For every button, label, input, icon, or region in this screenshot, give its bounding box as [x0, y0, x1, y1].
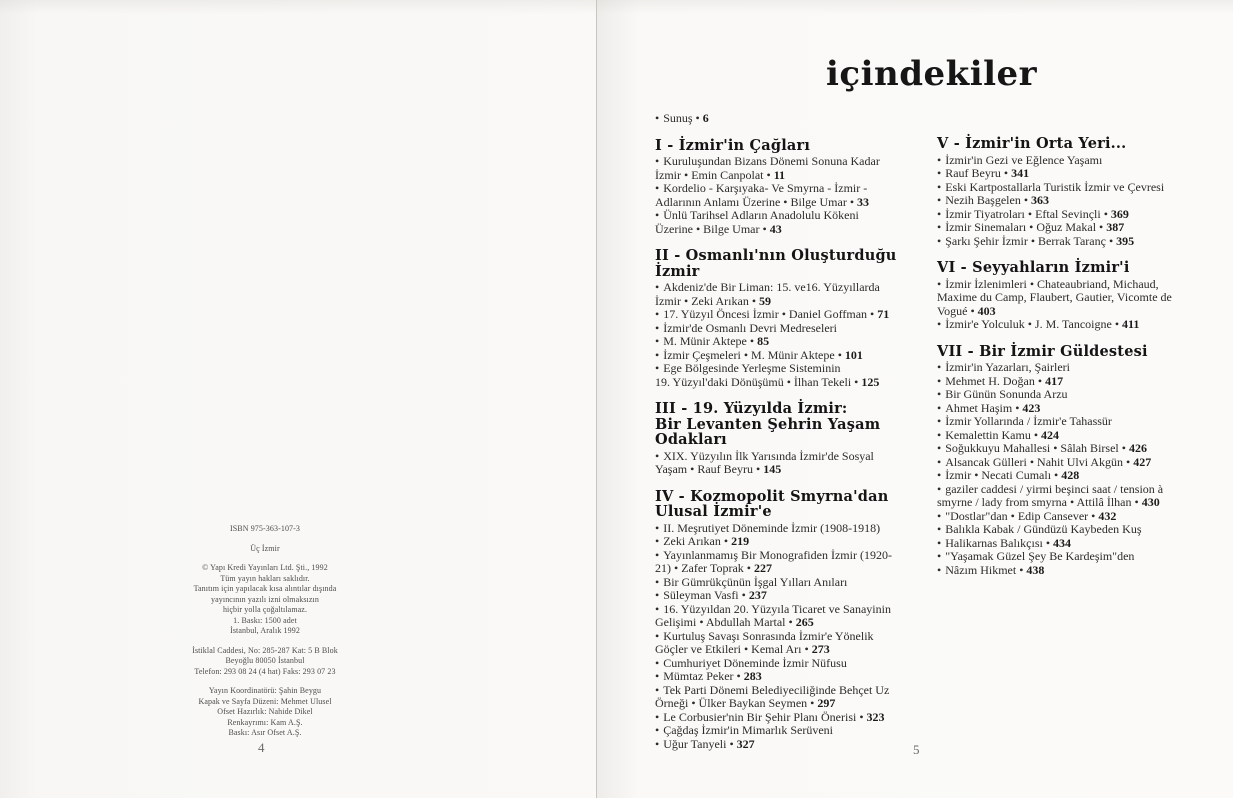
entry-text: Örneği • Ülker Baykan Seymen	[655, 696, 808, 710]
toc-entry-line	[655, 322, 940, 336]
bullet-icon: •	[937, 317, 942, 331]
entry-separator: •	[801, 642, 812, 656]
entry-page-number: 227	[753, 561, 772, 575]
entry-text: Bir Gümrükçünün İşgal Yılları Anıları	[663, 574, 848, 589]
entry-separator: •	[785, 615, 796, 629]
bullet-icon: •	[937, 233, 942, 248]
bullet-icon: •	[655, 736, 660, 751]
entry-page-number: 363	[1031, 193, 1050, 207]
colophon-line: yayıncının yazılı izni olmaksızın	[211, 594, 319, 604]
entry-separator: •	[726, 736, 737, 751]
entry-text: Nâzım Hikmet	[945, 562, 1017, 577]
toc-entry-line	[937, 208, 1233, 222]
toc-entry-line	[937, 442, 1233, 456]
entry-text: Akdeniz'de Bir Liman: 15. ve16. Yüzyıllarda	[663, 280, 880, 294]
entry-text: Şarkı Şehir İzmir • Berrak Taranç	[945, 233, 1106, 248]
entry-separator: •	[1034, 373, 1046, 388]
entry-text: İzmir'in Gezi ve Eğlence Yaşamı	[945, 152, 1103, 167]
toc-entry-line	[655, 362, 940, 376]
entry-page-number: 283	[743, 669, 762, 683]
bullet-icon: •	[937, 508, 942, 523]
entry-text: Yayınlanmamış Bir Monografiden İzmir (1920-	[663, 547, 892, 562]
entry-separator: •	[1123, 454, 1134, 469]
toc-entry-line	[655, 206, 942, 223]
toc-entry-line	[655, 295, 940, 309]
toc-section-heading: V - İzmir'in Orta Yeri...	[937, 135, 1127, 152]
colophon-line: hiçbir yolla çoğaltılamaz.	[222, 605, 308, 614]
entry-text: "Dostlar"dan • Edip Cansever	[945, 508, 1089, 523]
toc-entry-line	[655, 335, 940, 349]
bullet-icon: •	[655, 682, 660, 697]
toc-entry-line	[655, 535, 940, 549]
entry-page-number: 33	[857, 194, 870, 209]
toc-section-heading: VII - Bir İzmir Güldestesi	[937, 342, 1148, 360]
entry-text: Kuruluşundan Bizans Dönemi Sonuna Kadar	[663, 154, 880, 168]
bullet-icon: •	[655, 280, 660, 294]
entry-text: İzmir Yollarında / İzmir'e Tahassür	[945, 414, 1112, 428]
entry-page-number: 432	[1098, 508, 1117, 523]
toc-column-2	[937, 136, 1233, 589]
toc-entry-line	[937, 564, 1233, 578]
entry-text: 21) • Zafer Toprak	[655, 561, 744, 575]
toc-entry-line	[655, 724, 940, 738]
toc-entry-line	[655, 450, 940, 464]
toc-entry-line	[937, 496, 1233, 510]
entry-separator: •	[807, 696, 818, 710]
toc-entry-line	[655, 684, 940, 698]
toc-entry-line	[937, 402, 1233, 416]
bullet-icon: •	[937, 535, 942, 550]
entry-separator: •	[763, 167, 774, 182]
toc-entry-line	[937, 550, 1233, 564]
bullet-icon: •	[655, 208, 660, 222]
right-page-number: 5	[913, 742, 920, 757]
bullet-icon: •	[937, 400, 942, 415]
toc-entry-line	[655, 616, 940, 630]
bullet-icon: •	[655, 709, 660, 724]
bullet-icon: •	[937, 522, 942, 536]
toc-entry-line	[655, 603, 940, 617]
entry-page-number: 395	[1116, 233, 1135, 248]
entry-page-number: 219	[731, 534, 750, 548]
entry-page-number: 411	[1122, 317, 1140, 331]
entry-text: Gelişimi • Abdullah Martal	[655, 615, 786, 629]
entry-text: "Yaşamak Güzel Şey Be Kardeşim"den	[945, 549, 1135, 563]
entry-text: Göçler ve Etkileri • Kemal Arı	[655, 642, 802, 656]
entry-separator: •	[867, 307, 878, 321]
entry-separator: •	[846, 194, 858, 209]
entry-text: İzmir Sinemaları • Oğuz Makal	[945, 220, 1097, 234]
entry-separator: •	[1111, 317, 1123, 331]
entry-page-number: 237	[748, 588, 767, 602]
entry-page-number: 11	[773, 167, 786, 182]
entry-separator: •	[738, 588, 749, 602]
entry-page-number: 438	[1026, 562, 1045, 577]
colophon-group	[140, 544, 390, 555]
entry-separator: •	[1030, 427, 1042, 442]
entry-separator: •	[1100, 206, 1111, 221]
toc-entry-line	[937, 375, 1233, 389]
entry-text: II. Meşrutiyet Döneminde İzmir (1908-1918)	[663, 520, 881, 535]
toc-entry-line	[937, 221, 1233, 235]
bullet-icon: •	[937, 193, 942, 207]
entry-separator: •	[851, 374, 862, 389]
colophon-line: Tanıtım için yapılacak kısa alıntılar dışında	[193, 584, 337, 593]
bullet-icon: •	[937, 454, 942, 469]
colophon-group	[140, 646, 390, 678]
bullet-icon: •	[655, 628, 660, 643]
entry-text: Adlarının Anlamı Üzerine • Bilge Umar	[655, 194, 847, 209]
entry-page-number: 434	[1053, 535, 1072, 550]
entry-page-number: 71	[877, 307, 890, 321]
entry-page-number: 6	[702, 111, 709, 125]
colophon-line: İstiklal Caddesi, No: 285-287 Kat: 5 B Blok	[192, 645, 338, 655]
entry-separator: •	[1051, 468, 1062, 482]
bullet-icon: •	[937, 179, 942, 194]
bullet-icon: •	[937, 427, 942, 442]
entry-text: Zeki Arıkan	[663, 534, 721, 548]
entry-text: Alsancak Gülleri • Nahit Ulvi Akgün	[945, 454, 1124, 469]
entry-text: Balıkla Kabak / Gündüzü Kaybeden Kuş	[945, 522, 1142, 536]
toc-entry-line	[655, 112, 940, 126]
contents-title: içindekiler	[826, 54, 1038, 94]
entry-page-number: 417	[1045, 373, 1064, 388]
entry-page-number: 323	[866, 709, 885, 724]
colophon-line: Beyoğlu 80050 İstanbul	[225, 656, 305, 665]
bullet-icon: •	[655, 334, 660, 348]
entry-text: XIX. Yüzyılın İlk Yarısında İzmir'de Sosyal	[663, 448, 874, 463]
entry-text: İzmir • Necati Cumalı	[945, 468, 1052, 482]
toc-entry-line	[655, 670, 940, 684]
toc-entry-line	[655, 643, 940, 657]
colophon-group	[140, 524, 390, 535]
entry-separator: •	[1042, 535, 1054, 550]
colophon-line: Ofset Hazırlık: Nahide Dikel	[217, 707, 313, 716]
entry-separator: •	[1096, 220, 1107, 234]
toc-entry-line	[655, 179, 942, 196]
page-gutter-shadow	[597, 0, 639, 798]
toc-entry-line	[937, 537, 1233, 551]
entry-text: Bir Günün Sonunda Arzu	[945, 387, 1068, 401]
entry-text: Cumhuriyet Döneminde İzmir Nüfusu	[663, 655, 847, 670]
toc-section-heading: III - 19. Yüzyılda İzmir: Bir Levanten Şehrin Yaşam Odakları	[655, 400, 881, 448]
entry-page-number: 85	[757, 334, 770, 348]
entry-text: 17. Yüzyıl Öncesi İzmir • Daniel Goffman	[663, 307, 868, 321]
entry-text: Vogué	[937, 303, 968, 318]
entry-text: Nezih Başgelen	[945, 193, 1021, 207]
toc-entry-line	[655, 308, 940, 322]
toc-section	[937, 136, 1233, 248]
entry-text: Rauf Beyru	[945, 166, 1001, 180]
toc-section	[655, 489, 940, 752]
bullet-icon: •	[655, 655, 660, 670]
toc-entry-line	[655, 281, 940, 295]
toc-entry-line	[937, 429, 1233, 443]
toc-entry-line	[655, 152, 942, 169]
toc-section-heading: II - Osmanlı'nın Oluşturduğu İzmir	[655, 247, 897, 280]
toc-entry-line	[655, 463, 940, 477]
bullet-icon: •	[655, 154, 660, 168]
toc-section	[655, 248, 940, 389]
entry-separator: •	[1012, 400, 1023, 415]
bullet-icon: •	[655, 320, 660, 335]
toc-entry-line	[937, 361, 1233, 375]
entry-text: İzmir'de Osmanlı Devri Medreseleri	[663, 320, 837, 335]
entry-page-number: 101	[844, 347, 863, 362]
colophon-group	[140, 563, 390, 637]
entry-page-number: 125	[861, 374, 880, 389]
toc-entry-line	[655, 193, 942, 210]
toc-section	[655, 401, 940, 477]
entry-separator: •	[967, 303, 978, 318]
toc-entry-line	[655, 738, 940, 752]
entry-text: smyrne / lady from smyrna • Attilâ İlhan	[937, 495, 1132, 509]
bullet-icon: •	[937, 206, 942, 221]
bullet-icon: •	[937, 549, 942, 563]
entry-text: Le Corbusier'nin Bir Şehir Planı Önerisi	[663, 709, 857, 724]
entry-page-number: 387	[1106, 220, 1125, 234]
toc-column-1	[655, 112, 940, 763]
colophon-line: Yayın Koordinatörü: Şahin Beygu	[208, 686, 322, 695]
colophon-line: İstanbul, Aralık 1992	[230, 626, 300, 635]
bullet-icon: •	[655, 574, 660, 589]
toc-entry-line	[655, 657, 940, 671]
bullet-icon: •	[937, 360, 942, 374]
entry-page-number: 424	[1041, 427, 1060, 442]
toc-section-heading: VI - Seyyahların İzmir'i	[937, 259, 1130, 276]
bullet-icon: •	[937, 481, 942, 496]
entry-text: Mümtaz Peker	[663, 669, 734, 683]
colophon-line: © Yapı Kredi Yayınları Ltd. Şti., 1992	[202, 563, 328, 572]
entry-text: İzmir'in Yazarları, Şairleri	[945, 360, 1070, 374]
entry-text: İzmir • Emin Canpolat	[655, 167, 764, 182]
entry-text: Süleyman Vasfi	[663, 588, 739, 602]
entry-page-number: 341	[1011, 166, 1030, 180]
bullet-icon: •	[937, 166, 942, 180]
colophon-line: ISBN 975-363-107-3	[229, 524, 301, 533]
bullet-icon: •	[655, 669, 660, 683]
toc-entry-line	[655, 220, 942, 237]
bullet-icon: •	[655, 534, 660, 548]
entry-text: Maxime du Camp, Flaubert, Gautier, Vicomte de	[937, 290, 1172, 304]
entry-separator: •	[1016, 562, 1027, 577]
entry-text: 19. Yüzyıl'daki Dönüşümü • İlhan Tekeli	[655, 374, 852, 389]
colophon-line: Baskı: Asır Ofset A.Ş.	[228, 728, 302, 737]
entry-text: Sunuş	[663, 111, 693, 125]
bullet-icon: •	[937, 220, 942, 234]
entry-text: Ahmet Haşim	[945, 400, 1013, 415]
bullet-icon: •	[937, 152, 942, 167]
entry-text: İzmir Tiyatroları • Eftal Sevinçli	[945, 206, 1101, 221]
entry-text: Kordelio - Karşıyaka- Ve Smyrna - İzmir -	[663, 181, 868, 195]
entry-text: Üzerine • Bilge Umar	[655, 221, 760, 236]
left-page-number: 4	[258, 740, 265, 755]
colophon-line: Üç İzmir	[250, 543, 280, 553]
colophon-line: Telefon: 293 08 24 (4 hat) Faks: 293 07 23	[194, 666, 336, 676]
toc-section-heading: IV - Kozmopolit Smyrna'dan Ulusal İzmir'e	[655, 487, 889, 520]
entry-text: Çağdaş İzmir'in Mimarlık Serüveni	[663, 723, 833, 737]
entry-separator: •	[1105, 233, 1117, 248]
toc-entry-line	[937, 415, 1233, 429]
colophon-line: Renkayrımı: Kam A.Ş.	[227, 717, 303, 727]
entry-page-number: 426	[1128, 441, 1147, 455]
entry-text: Uğur Tanyeli	[663, 736, 727, 751]
entry-page-number: 43	[769, 221, 782, 236]
entry-separator: •	[834, 347, 845, 362]
toc-entry-line	[655, 576, 940, 590]
toc-entry-line	[937, 510, 1233, 524]
toc-entry-line	[937, 523, 1233, 537]
entry-separator: •	[748, 293, 760, 308]
colophon	[140, 524, 390, 748]
bullet-icon: •	[937, 373, 942, 388]
bullet-icon: •	[655, 520, 660, 535]
toc-entry-line	[655, 522, 940, 536]
toc-entry-line	[937, 181, 1233, 195]
entry-text: Eski Kartpostallarla Turistik İzmir ve Çevresi	[945, 179, 1165, 194]
entry-separator: •	[752, 462, 764, 476]
toc-entry-line	[937, 167, 1233, 181]
toc-section-heading: I - İzmir'in Çağları	[655, 136, 811, 154]
bullet-icon: •	[655, 307, 660, 321]
entry-text: İzmir • Zeki Arıkan	[655, 293, 749, 308]
entry-page-number: 145	[763, 462, 782, 476]
entry-page-number: 430	[1141, 495, 1160, 509]
toc-entry-line	[937, 305, 1233, 319]
toc-section	[937, 260, 1233, 332]
toc-entry-line	[937, 291, 1233, 305]
toc-entry-line	[937, 235, 1233, 249]
entry-page-number: 297	[817, 696, 836, 710]
colophon-line: 1. Baskı: 1500 adet	[233, 615, 297, 625]
toc-entry-line	[655, 549, 940, 563]
entry-text: Soğukkuyu Mahallesi • Sâlah Birsel	[945, 441, 1119, 455]
bullet-icon: •	[655, 111, 660, 125]
bullet-icon: •	[655, 723, 660, 737]
entry-text: Yaşam • Rauf Beyru	[655, 462, 753, 476]
toc-entry-line	[655, 711, 940, 725]
entry-text: Ege Bölgesinde Yerleşme Sisteminin	[663, 361, 841, 375]
entry-text: Kemalettin Kamu	[945, 427, 1031, 442]
toc-entry-line	[937, 456, 1233, 470]
toc-section	[655, 112, 940, 126]
toc-entry-line	[937, 278, 1233, 292]
entry-text: Kurtuluş Savaşı Sonrasında İzmir'e Yönelik	[663, 628, 874, 643]
entry-separator: •	[1131, 495, 1142, 509]
entry-text: 16. Yüzyıldan 20. Yüzyıla Ticaret ve Sanayinin	[663, 601, 891, 616]
colophon-line: Tüm yayın hakları saklıdır.	[220, 573, 310, 583]
bullet-icon: •	[937, 562, 942, 577]
bullet-icon: •	[937, 387, 942, 401]
entry-separator: •	[1088, 508, 1099, 523]
entry-separator: •	[1000, 166, 1012, 180]
entry-text: Ünlü Tarihsel Adların Anadolulu Kökeni	[663, 208, 859, 222]
toc-entry-line	[937, 194, 1233, 208]
entry-separator: •	[1020, 193, 1032, 207]
toc-entry-line	[655, 166, 942, 183]
bullet-icon: •	[655, 448, 660, 463]
toc-entry-line	[655, 697, 940, 711]
toc-entry-line	[655, 349, 940, 363]
bullet-icon: •	[655, 361, 660, 375]
entry-page-number: 403	[977, 303, 996, 318]
entry-separator: •	[733, 669, 744, 683]
entry-page-number: 327	[736, 736, 755, 751]
entry-page-number: 427	[1133, 454, 1152, 469]
toc-entry-line	[655, 373, 942, 390]
entry-page-number: 369	[1110, 206, 1129, 221]
entry-separator: •	[1118, 441, 1129, 455]
toc-section	[937, 344, 1233, 578]
entry-page-number: 59	[759, 293, 772, 308]
bullet-icon: •	[655, 347, 660, 362]
toc-section	[655, 138, 940, 237]
bullet-icon: •	[655, 601, 660, 616]
toc-entry-line	[937, 483, 1233, 497]
bullet-icon: •	[937, 468, 942, 482]
entry-separator: •	[746, 334, 758, 348]
bullet-icon: •	[655, 181, 660, 195]
entry-text: İzmir Çeşmeleri • M. Münir Aktepe	[663, 347, 835, 362]
bullet-icon: •	[937, 414, 942, 428]
entry-text: M. Münir Aktepe	[663, 334, 747, 348]
toc-entry-line	[937, 388, 1233, 402]
entry-text: Tek Parti Dönemi Belediyeciliğinde Behçet Uz	[663, 682, 890, 697]
entry-separator: •	[856, 709, 867, 724]
bullet-icon: •	[655, 547, 660, 562]
entry-separator: •	[759, 221, 770, 236]
toc-entry-line	[937, 154, 1233, 168]
entry-page-number: 273	[811, 642, 830, 656]
entry-page-number: 265	[795, 615, 814, 629]
entry-separator: •	[692, 111, 703, 125]
bullet-icon: •	[655, 588, 660, 602]
entry-page-number: 428	[1061, 468, 1080, 482]
toc-entry-line	[655, 589, 940, 603]
bullet-icon: •	[937, 276, 942, 291]
entry-text: İzmir'e Yolculuk • J. M. Tancoigne	[945, 317, 1112, 331]
entry-separator: •	[720, 534, 732, 548]
colophon-group	[140, 686, 390, 739]
toc-entry-line	[655, 630, 940, 644]
entry-text: İzmir İzlenimleri • Chateaubriand, Michaud,	[945, 276, 1159, 291]
colophon-line: Kapak ve Sayfa Düzeni: Mehmet Ulusel	[198, 696, 332, 706]
entry-text: Mehmet H. Doğan	[945, 373, 1035, 388]
entry-text: Halikarnas Balıkçısı	[945, 535, 1043, 550]
entry-page-number: 423	[1022, 400, 1041, 415]
toc-entry-line	[937, 469, 1233, 483]
toc-entry-line	[655, 562, 940, 576]
entry-separator: •	[743, 561, 754, 575]
toc-entry-line	[937, 318, 1233, 332]
entry-text: gaziler caddesi / yirmi beşinci saat / tension à	[945, 481, 1164, 496]
bullet-icon: •	[937, 441, 942, 455]
